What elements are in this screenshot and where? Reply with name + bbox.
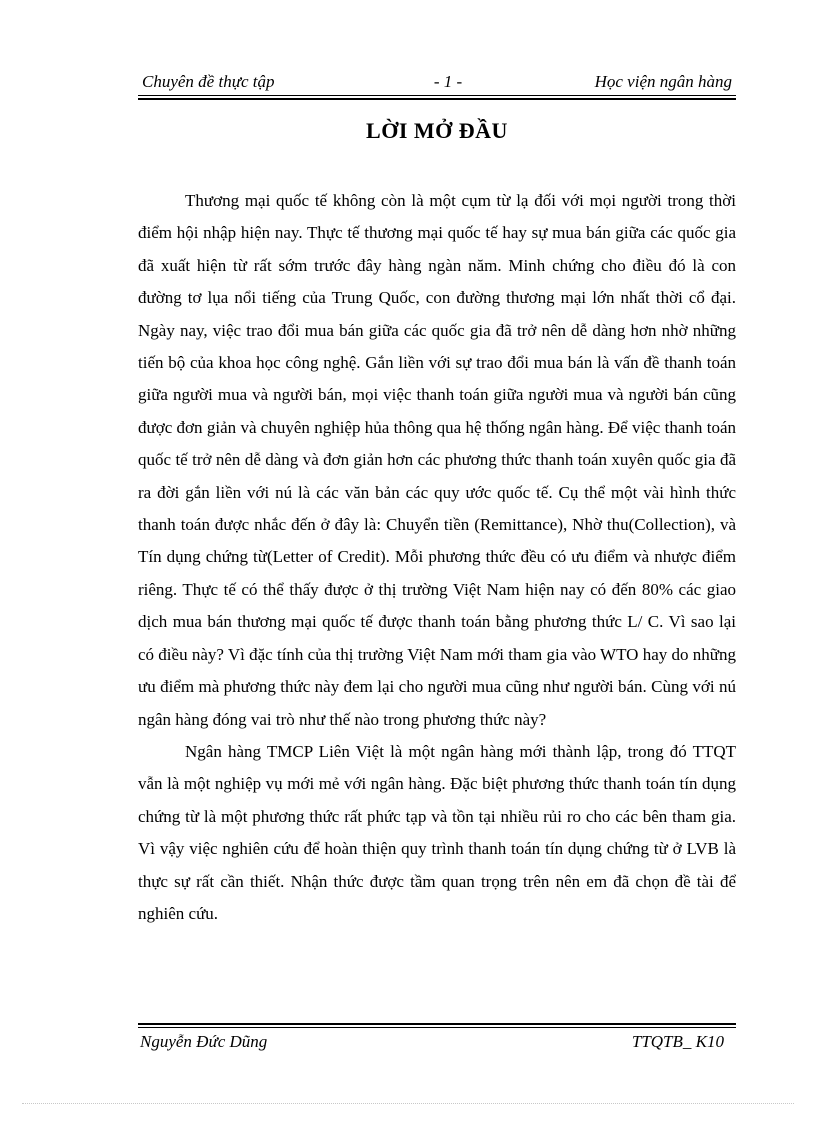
header-rule-thin [138,95,736,96]
page-number: - 1 - [433,72,463,91]
page-header [138,72,736,96]
header-topic: Chuyên đề thực tập [142,72,275,91]
footer-class-code: TTQTB_ K10 [631,1032,724,1051]
footer-rule-thin [138,1027,736,1028]
footer-rule-thick [138,1023,736,1025]
header-institution: Học viện ngân hàng [594,72,732,91]
page-title: LỜI MỞ ĐẦU [366,118,508,143]
footer-author: Nguyễn Đức Dũng [140,1032,268,1051]
page-footer [138,1032,736,1056]
paragraph-2: Ngân hàng TMCP Liên Việt là một ngân hàng mới thành lập, trong đó TTQT vẫn là một nghiệp vụ mới mẻ với ngân hàng. Đặc biệt phương thức thanh toán tín dụng chứng từ là một phương thức rất phức tạp và tồn tại nhiều rủi ro cho các bên tham gia. Vì vậy việc nghiên cứu để hoàn thiện quy trình thanh toán tín dụng chứng từ ở LVB là thực sự rất cần thiết. Nhận thức được tầm quan trọng trên nên em đã chọn đề tài để nghiên cứu. [138,741,736,923]
paragraph-1: Thương mại quốc tế không còn là một cụm từ lạ đối với mọi người trong thời điểm hội nhập hiện nay. Thực tế thương mại quốc tế hay sự mua bán giữa các quốc gia đã xuất hiện từ rất sớm trước đây hàng ngàn năm. Minh chứng cho điều đó là con đường tơ lụa nổi tiếng của Trung Quốc, con đường thương mại lớn nhất thời cổ đại. Ngày nay, việc trao đổi mua bán giữa các quốc gia đã trở nên dễ dàng hơn nhờ những tiến bộ của khoa học công nghệ. Gắn liền với sự trao đổi mua bán là vấn đề thanh toán giữa người mua và người bán, mọi việc thanh toán giữa người mua và người bán cũng được đơn giản và chuyên nghiệp hủa thông qua hệ thống ngân hàng. Để việc thanh toán quốc tế trở nên dễ dàng và đơn giản hơn các phương thức thanh toán xuyên quốc gia đã ra đời gắn liền với nú là các văn bản các quy ước quốc tế. Cụ thể một vài hình thức thanh toán được nhắc đến ở đây là: Chuyển tiền (Remittance), Nhờ thu(Collection), và Tín dụng chứng từ(Letter of Credit). Mỗi phương thức đều có ưu điểm và nhược điểm riêng. Thực tế có thể thấy được ở thị trường Việt Nam hiện nay có đến 80% các giao dịch mua bán thương mại quốc tế được thanh toán bằng phương thức L/ C. Vì sao lại có điều này? Vì đặc tính của thị trường Việt Nam mới tham gia vào WTO hay do những ưu điểm mà phương thức này đem lại cho người mua cũng như người bán. Cùng với nú ngân hàng đóng vai trò như thế nào trong phương thức này? [138,191,736,729]
body-text [138,185,736,930]
page-bottom-dotted-border [22,1103,794,1104]
header-rule-thick [138,98,736,100]
